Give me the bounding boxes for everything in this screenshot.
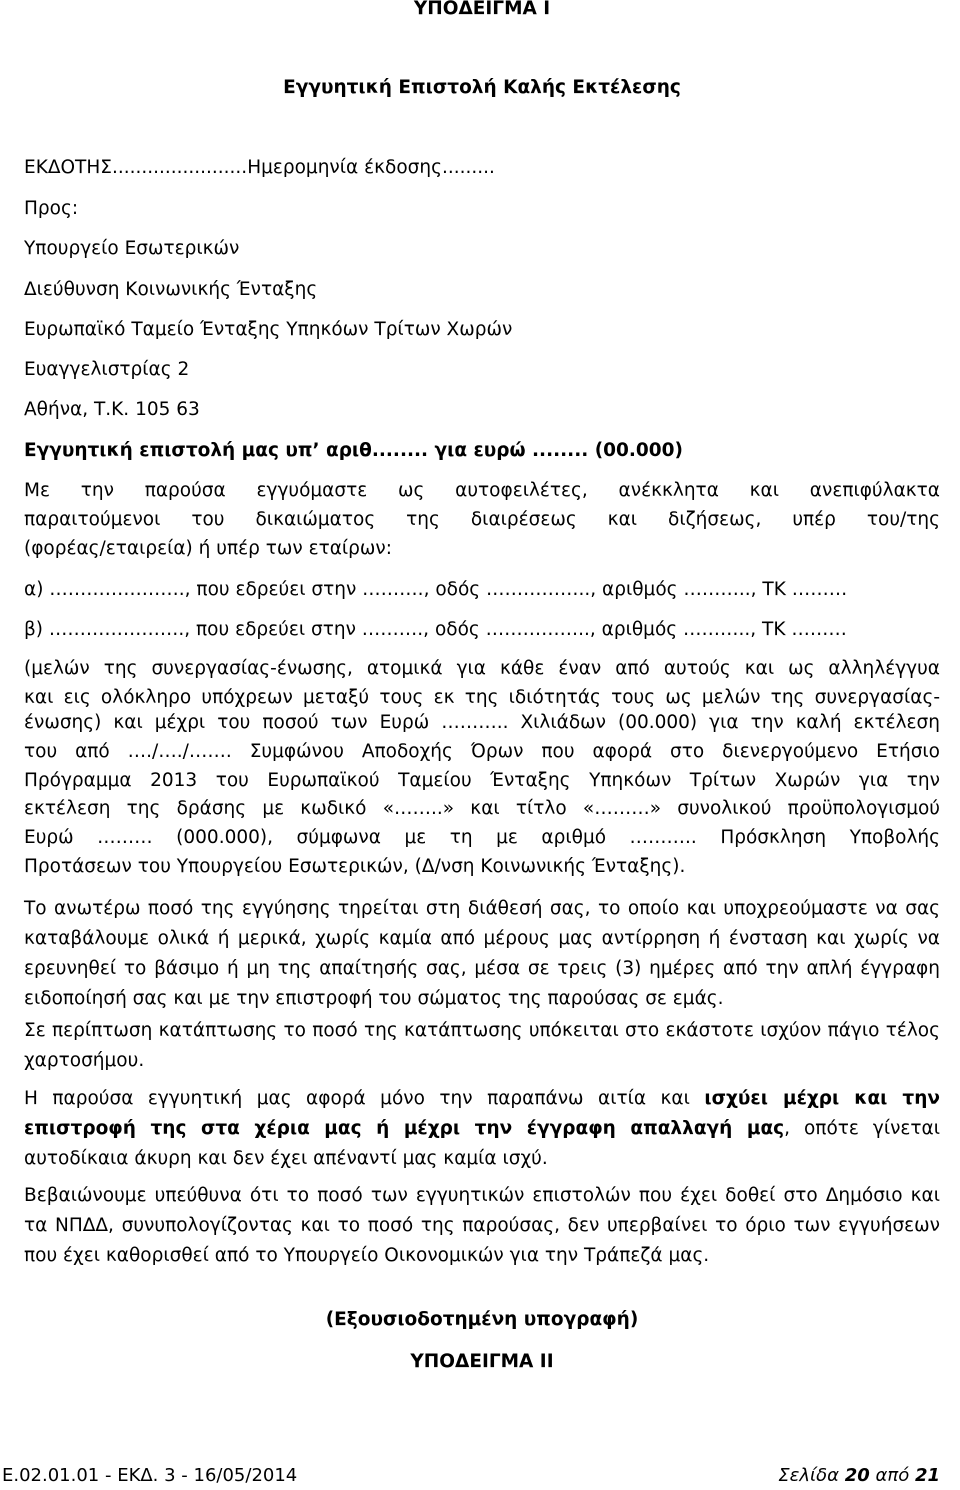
signature-label: (Εξουσιοδοτημένη υπογραφή) bbox=[325, 1309, 639, 1330]
total-pages: 21 bbox=[914, 1465, 940, 1486]
document-subtitle: Εγγυητική Επιστολή Καλής Εκτέλεσης bbox=[283, 77, 681, 98]
members-line-last: Προτάσεων του Υπουργείου Εσωτερικών, (Δ/νση Κοινωνικής Ένταξης). bbox=[24, 856, 686, 877]
footer-page-number bbox=[778, 1464, 940, 1488]
paragraph-limit: Βεβαιώνουμε υπεύθυνα ότι το ποσό των εγγυητικών επιστολών που έχει δοθεί στο Δημόσιο και τα ΝΠΔΔ, συνυπολογίζοντας και το ποσό της παρούσας, δεν υπερβαίνει το όριο των εγγυήσεων που έχει καθορισθεί από το Υπουργείο Οικονομικών για την Τράπεζά μας. bbox=[24, 1185, 940, 1266]
document-title: ΥΠΟΔΕΙΓΜΑ Ι bbox=[413, 0, 551, 19]
page-label: Σελίδα bbox=[778, 1465, 845, 1486]
recipient-line: Ευρωπαϊκό Ταμείο Ένταξης Υπηκόων Τρίτων Χωρών bbox=[24, 319, 513, 340]
recipient-line: Υπουργείο Εσωτερικών bbox=[24, 238, 240, 259]
issuer-line: ΕΚΔΟΤΗΣ.......................Ημερομηνία έκδοσης......... bbox=[24, 157, 495, 178]
recipient-line: Ευαγγελιστρίας 2 bbox=[24, 359, 190, 380]
page-of-label: από bbox=[869, 1465, 915, 1486]
intro-line-last: (φορέας/εταιρεία) ή υπέρ των εταίρων: bbox=[24, 538, 392, 559]
guarantee-reference: Εγγυητική επιστολή μας υπ’ αριθ........ για ευρώ ........ (00.000) bbox=[24, 440, 683, 461]
intro-line: παραιτούμενοι του δικαιώματος της διαιρέσεως και διζήσεως, υπέρ του/της bbox=[24, 509, 940, 530]
members-line: (μελών της συνεργασίας-ένωσης, ατομικά για κάθε έναν από αυτούς και ως αλληλέγγυα bbox=[24, 658, 940, 679]
current-page: 20 bbox=[844, 1465, 870, 1486]
intro-line: Με την παρούσα εγγυόμαστε ως αυτοφειλέτες, ανέκκλητα και ανεπιφύλακτα bbox=[24, 480, 940, 501]
members-line: Ευρώ ……… (000.000), σύμφωνα με τη με αριθμό ……….. Πρόσκληση Υποβολής bbox=[24, 827, 940, 848]
members-line: ένωσης) και μέχρι του ποσού των Ευρώ ……….. Χιλιάδων (00.000) για την καλή εκτέλεση bbox=[24, 712, 940, 733]
members-line: και εις ολόκληρο υπόχρεων μεταξύ τους εκ της ιδιότητάς τους ως μελών της συνεργασίας- bbox=[24, 687, 940, 708]
members-line: Πρόγραμμα 2013 του Ευρωπαϊκού Ταμείου Ένταξης Υπηκόων Τρίτων Χωρών για την bbox=[24, 770, 940, 791]
validity-text: Η παρούσα εγγυητική μας αφορά μόνο την παραπάνω αιτία και bbox=[24, 1088, 705, 1109]
paragraph-guarantee-payment: Το ανωτέρω ποσό της εγγύησης τηρείται στη διάθεσή σας, το οποίο και υποχρεούμαστε να σας καταβάλουμε ολικά ή μερικά, χωρίς καμία από μέρους μας αντίρρηση ή ένσταση και χωρίς να ερευνηθεί το βάσιμο ή μη της απαίτησής σας, μέσα σε τρεις (3) ημέρες από την απλή έγγραφη ειδοποίησή σας και με την επιστροφή του σώματος της παρούσας σε εμάς. bbox=[24, 898, 940, 1009]
members-line: εκτέλεση της δράσης με κωδικό «……..» και τίτλο «………» συνολικού προϋπολογισμού bbox=[24, 798, 940, 819]
recipient-line: Αθήνα, Τ.Κ. 105 63 bbox=[24, 399, 200, 420]
paragraph-validity bbox=[24, 1084, 940, 1174]
validity-text-end: , οπότε γίνεται αυτοδίκαια άκυρη και δεν έχει απέναντί μας καμία ισχύ. bbox=[24, 1118, 940, 1169]
party-b: β) …………………., που εδρεύει στην ………., οδός …………….., αριθμός ……….., ΤΚ ……… bbox=[24, 619, 847, 640]
next-template-title: ΥΠΟΔΕΙΓΜΑ ΙΙ bbox=[410, 1351, 554, 1372]
recipient-line: Διεύθυνση Κοινωνικής Ένταξης bbox=[24, 279, 318, 300]
footer-document-code: Ε.02.01.01 - ΕΚΔ. 3 - 16/05/2014 bbox=[2, 1465, 298, 1486]
validity-emphasis: ισχύει μέχρι και την επιστροφή της στα χέρια μας ή μέχρι την έγγραφη απαλλαγή μας bbox=[24, 1088, 940, 1139]
paragraph-stamp-duty: Σε περίπτωση κατάπτωσης το ποσό της κατάπτωσης υπόκειται στο εκάστοτε ισχύον πάγιο τέλος χαρτοσήμου. bbox=[24, 1020, 940, 1071]
recipient-to: Προς: bbox=[24, 198, 79, 219]
party-a: α) …………………., που εδρεύει στην ………., οδός …………….., αριθμός ……….., ΤΚ ……… bbox=[24, 579, 848, 600]
members-line: του από …./…./……. Συμφώνου Αποδοχής Όρων που αφορά στο διενεργούμενο Ετήσιο bbox=[24, 741, 940, 762]
